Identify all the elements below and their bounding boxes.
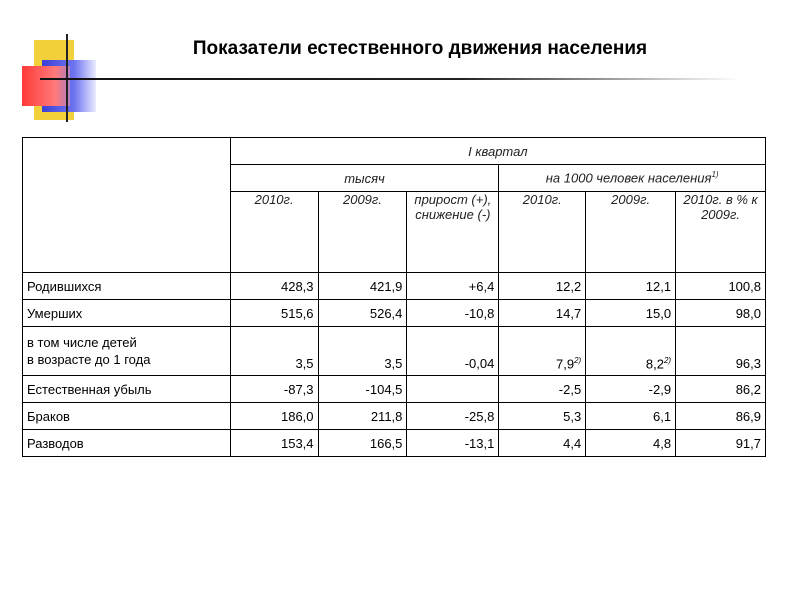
cell-change: -25,8 bbox=[407, 403, 499, 430]
cell-2010-abs: 515,6 bbox=[230, 300, 318, 327]
footnote-marker: 2) bbox=[663, 355, 672, 365]
logo-red-square bbox=[22, 66, 70, 106]
cell-pct: 100,8 bbox=[676, 273, 766, 300]
cell-2010-rate: 14,7 bbox=[499, 300, 586, 327]
cell-2010-rate: 4,4 bbox=[499, 430, 586, 457]
cell-value: 8,2 bbox=[645, 356, 664, 371]
header-2009-rate: 2009г. bbox=[586, 192, 676, 273]
decorative-logo bbox=[0, 0, 110, 130]
header-per-1000 bbox=[499, 165, 766, 192]
header-per-1000-text: на 1000 человек населения bbox=[545, 170, 712, 186]
cell-2009-abs: 421,9 bbox=[318, 273, 407, 300]
cell-2010-rate: -2,5 bbox=[499, 376, 586, 403]
cell-2009-rate: 12,1 bbox=[586, 273, 676, 300]
table-row bbox=[23, 273, 766, 300]
header-2010-abs: 2010г. bbox=[230, 192, 318, 273]
row-label: Разводов bbox=[23, 430, 231, 457]
header-2010-rate: 2010г. bbox=[499, 192, 586, 273]
cell-2009-abs: 211,8 bbox=[318, 403, 407, 430]
cell-pct: 91,7 bbox=[676, 430, 766, 457]
cell-2010-abs: 428,3 bbox=[230, 273, 318, 300]
row-label-line1: в том числе детей bbox=[27, 335, 137, 350]
cell-2009-abs: 3,5 bbox=[318, 327, 407, 376]
cell-pct: 96,3 bbox=[676, 327, 766, 376]
header-quarter: I квартал bbox=[230, 138, 765, 165]
cell-2009-abs: 166,5 bbox=[318, 430, 407, 457]
cell-2009-abs: 526,4 bbox=[318, 300, 407, 327]
row-label: Браков bbox=[23, 403, 231, 430]
row-label: Естественная убыль bbox=[23, 376, 231, 403]
table-row bbox=[23, 376, 766, 403]
cell-change bbox=[407, 376, 499, 403]
cell-pct: 86,9 bbox=[676, 403, 766, 430]
cell-2009-rate: 4,8 bbox=[586, 430, 676, 457]
cell-value: 7,9 bbox=[556, 356, 575, 371]
cell-2010-abs: -87,3 bbox=[230, 376, 318, 403]
title-underline bbox=[40, 78, 740, 80]
table-corner-cell bbox=[23, 138, 231, 273]
row-label bbox=[23, 327, 231, 376]
cell-2010-abs: 3,5 bbox=[230, 327, 318, 376]
cell-2009-rate: 6,1 bbox=[586, 403, 676, 430]
cell-change: -10,8 bbox=[407, 300, 499, 327]
cell-2010-rate: 12,2 bbox=[499, 273, 586, 300]
footnote-marker: 2) bbox=[574, 355, 582, 365]
header-2009-abs: 2009г. bbox=[318, 192, 407, 273]
footnote-marker: 1) bbox=[711, 170, 719, 180]
row-label: Умерших bbox=[23, 300, 231, 327]
cell-2009-rate bbox=[586, 327, 676, 376]
cell-2010-abs: 186,0 bbox=[230, 403, 318, 430]
statistics-table bbox=[22, 137, 766, 457]
cell-pct: 86,2 bbox=[676, 376, 766, 403]
table-row bbox=[23, 327, 766, 376]
cell-2009-rate: 15,0 bbox=[586, 300, 676, 327]
cell-2010-rate: 5,3 bbox=[499, 403, 586, 430]
cell-change: -13,1 bbox=[407, 430, 499, 457]
header-pct: 2010г. в % к 2009г. bbox=[676, 192, 766, 273]
cell-2010-abs: 153,4 bbox=[230, 430, 318, 457]
page-title: Показатели естественного движения населения bbox=[192, 38, 648, 59]
cell-2009-abs: -104,5 bbox=[318, 376, 407, 403]
header-thousand: тысяч bbox=[230, 165, 499, 192]
header-change: прирост (+), снижение (-) bbox=[407, 192, 499, 273]
table-row bbox=[23, 403, 766, 430]
cell-change: -0,04 bbox=[407, 327, 499, 376]
cell-2010-rate bbox=[499, 327, 586, 376]
row-label-line2: в возрасте до 1 года bbox=[27, 352, 151, 367]
cell-pct: 98,0 bbox=[676, 300, 766, 327]
table-row bbox=[23, 430, 766, 457]
table-row bbox=[23, 300, 766, 327]
cell-change: +6,4 bbox=[407, 273, 499, 300]
cell-2009-rate: -2,9 bbox=[586, 376, 676, 403]
row-label: Родившихся bbox=[23, 273, 231, 300]
